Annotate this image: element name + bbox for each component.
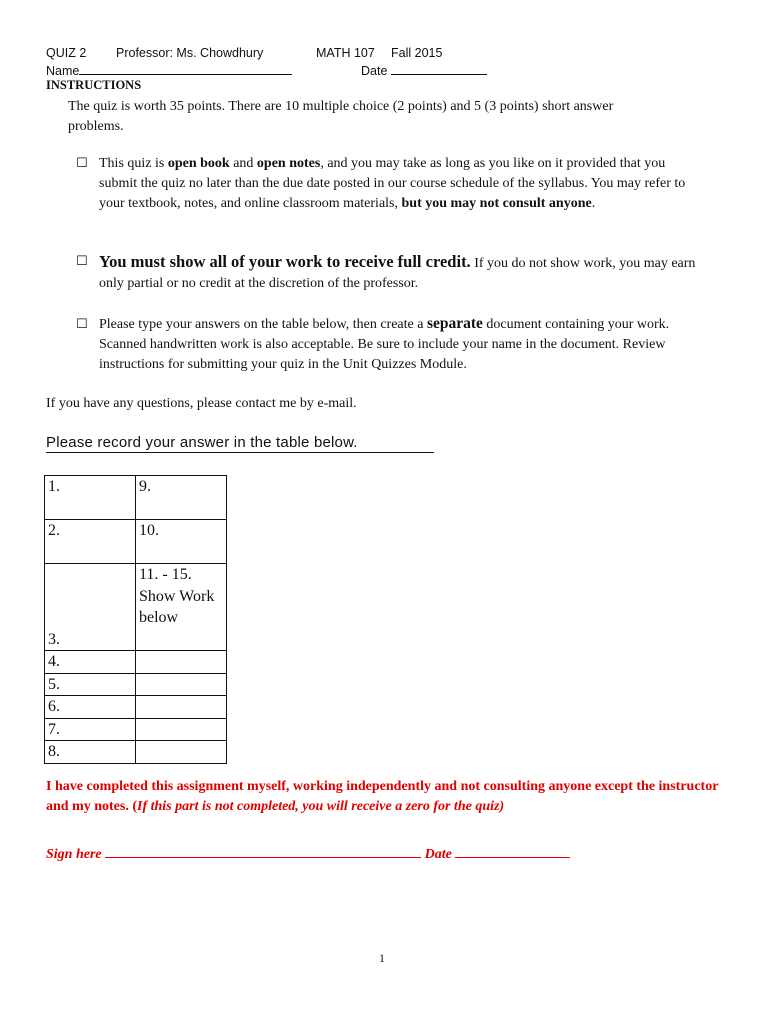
bullet-show-work: You must show all of your work to receive full credit. If you do not show work, you may earn only partial or no credit at the discretion of the professor.	[99, 252, 696, 291]
sign-date-label: Date	[424, 847, 452, 862]
table-row	[45, 476, 227, 520]
sign-date-field[interactable]	[455, 846, 570, 858]
checkbox-icon: ☐	[76, 254, 88, 269]
name-line	[46, 63, 292, 78]
answer-cell-empty[interactable]	[136, 673, 227, 696]
answer-table	[44, 475, 227, 764]
answer-cell-4[interactable]: 4.	[45, 651, 136, 674]
answer-cell-empty[interactable]	[136, 696, 227, 719]
bullet-open-book: This quiz is open book and open notes, and you may take as long as you like on it provided that you submit the quiz no later than the due date posted in our course schedule of the syllabus. You may refer to your textbook, notes, and online classroom materials, but you may not consult anyone.	[99, 156, 686, 211]
table-row	[45, 696, 227, 719]
page-number: 1	[379, 951, 385, 965]
answer-cell-1[interactable]: 1.	[45, 476, 136, 520]
instructions-heading: INSTRUCTIONS	[46, 78, 142, 92]
name-label: Name	[46, 64, 80, 78]
table-row	[45, 741, 227, 764]
answer-cell-11-15[interactable]: 11. - 15. Show Work below	[136, 564, 227, 651]
date-label: Date	[361, 64, 388, 78]
answer-cell-empty[interactable]	[136, 651, 227, 674]
table-row	[45, 651, 227, 674]
signature-line	[46, 846, 570, 863]
sign-label: Sign here	[46, 847, 102, 862]
bullet-submission: Please type your answers on the table below, then create a separate document containing your work. Scanned handwritten work is also acceptable. Be sure to include your name in the document. Review instructions for submitting your quiz in the Unit Quizzes Module.	[99, 315, 670, 372]
answer-cell-2[interactable]: 2.	[45, 520, 136, 564]
name-field[interactable]	[79, 63, 292, 75]
checkbox-icon: ☐	[76, 317, 88, 332]
answer-cell-3[interactable]: 3.	[45, 564, 136, 651]
table-row	[45, 718, 227, 741]
table-row	[45, 673, 227, 696]
checkbox-icon: ☐	[76, 156, 88, 171]
course-code: MATH 107	[316, 46, 375, 60]
record-heading: Please record your answer in the table below.	[46, 434, 434, 453]
date-line	[361, 63, 487, 78]
answer-cell-10[interactable]: 10.	[136, 520, 227, 564]
date-field[interactable]	[391, 63, 487, 75]
term: Fall 2015	[391, 46, 443, 60]
signature-field[interactable]	[105, 846, 421, 858]
answer-cell-8[interactable]: 8.	[45, 741, 136, 764]
professor-name: Professor: Ms. Chowdhury	[116, 46, 264, 60]
quiz-number: QUIZ 2	[46, 46, 87, 60]
answer-cell-6[interactable]: 6.	[45, 696, 136, 719]
answer-cell-7[interactable]: 7.	[45, 718, 136, 741]
table-row	[45, 520, 227, 564]
answer-cell-empty[interactable]	[136, 741, 227, 764]
table-row	[45, 564, 227, 651]
honor-pledge: I have completed this assignment myself, working independently and not consulting anyone except the instructor and my notes. (If this part is not completed, you will receive a zero for the quiz)	[46, 779, 719, 814]
quiz-intro: The quiz is worth 35 points. There are 10 multiple choice (2 points) and 5 (3 points) short answer problems.	[68, 99, 614, 134]
answer-cell-empty[interactable]	[136, 718, 227, 741]
answer-cell-9[interactable]: 9.	[136, 476, 227, 520]
answer-cell-5[interactable]: 5.	[45, 673, 136, 696]
contact-note: If you have any questions, please contact me by e-mail.	[46, 396, 357, 411]
